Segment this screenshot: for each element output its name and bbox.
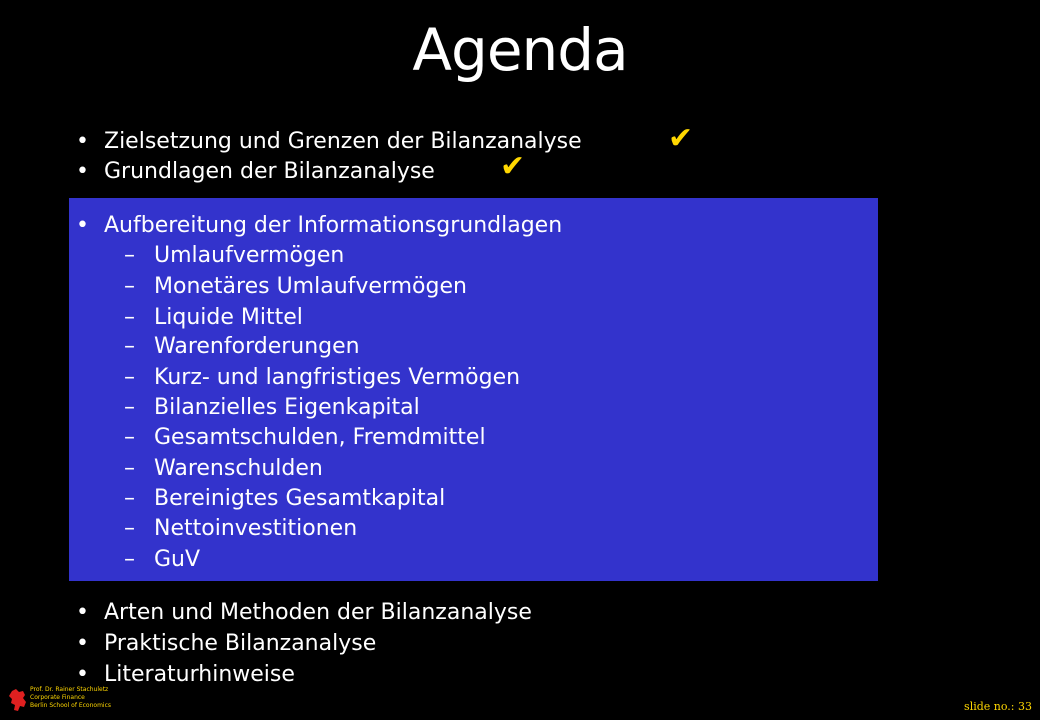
sub-item-label: Monetäres Umlaufvermögen xyxy=(154,274,467,299)
bullet: • xyxy=(76,662,89,687)
sub-item-label: Umlaufvermögen xyxy=(154,243,345,268)
course-name: Corporate Finance xyxy=(30,694,85,701)
dash: – xyxy=(124,516,135,541)
sub-item-label: Warenforderungen xyxy=(154,334,360,359)
slide-number: slide no.: 33 xyxy=(964,700,1032,713)
dash: – xyxy=(124,274,135,299)
bullet: • xyxy=(76,159,89,184)
sub-item-label: Liquide Mittel xyxy=(154,305,303,330)
institution-name: Berlin School of Economics xyxy=(30,702,112,709)
bullet: • xyxy=(76,631,89,656)
sub-item-label: Warenschulden xyxy=(154,456,323,481)
bullet: • xyxy=(76,129,89,154)
dash: – xyxy=(124,365,135,390)
dash: – xyxy=(124,547,135,572)
dash: – xyxy=(124,425,135,450)
dash: – xyxy=(124,305,135,330)
agenda-item-label: Aufbereitung der Informationsgrundlagen xyxy=(104,213,563,238)
sub-item-label: Nettoinvestitionen xyxy=(154,516,358,541)
bear-logo-icon xyxy=(8,688,28,712)
sub-item-label: GuV xyxy=(154,547,201,572)
agenda-item-label: Arten und Methoden der Bilanzanalyse xyxy=(104,600,532,625)
sub-item-label: Kurz- und langfristiges Vermögen xyxy=(154,365,521,390)
checkmark-icon: ✔ xyxy=(668,121,694,156)
dash: – xyxy=(124,486,135,511)
agenda-item-label: Praktische Bilanzanalyse xyxy=(104,631,377,656)
sub-item-label: Bereinigtes Gesamtkapital xyxy=(154,486,446,511)
author-info xyxy=(30,686,111,710)
checkmark-icon: ✔ xyxy=(500,149,526,184)
agenda-item-label: Grundlagen der Bilanzanalyse xyxy=(104,159,435,184)
author-name: Prof. Dr. Rainer Stachuletz xyxy=(30,686,109,693)
dash: – xyxy=(124,334,135,359)
dash: – xyxy=(124,243,135,268)
dash: – xyxy=(124,456,135,481)
bullet: • xyxy=(76,213,89,238)
agenda-item-label: Literaturhinweise xyxy=(104,662,295,687)
slide-title: Agenda xyxy=(412,16,628,84)
sub-item-label: Bilanzielles Eigenkapital xyxy=(154,395,420,420)
bullet: • xyxy=(76,600,89,625)
agenda-item-label: Zielsetzung und Grenzen der Bilanzanalyse xyxy=(104,129,582,154)
sub-item-label: Gesamtschulden, Fremdmittel xyxy=(154,425,486,450)
dash: – xyxy=(124,395,135,420)
